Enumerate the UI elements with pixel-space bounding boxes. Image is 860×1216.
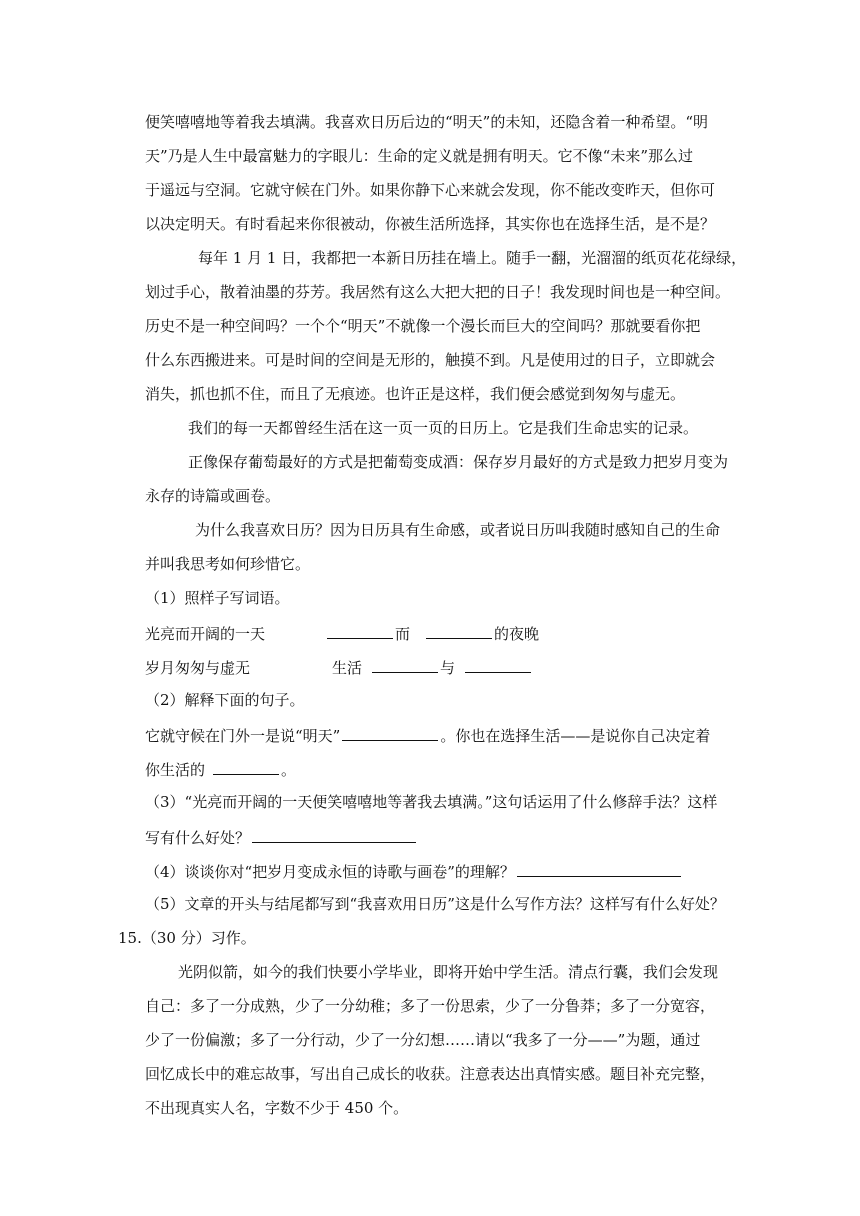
passage-line: 以决定明天。有时看起来你很被动，你被生活所选择，其实你也在选择生活，是不是？ — [145, 215, 716, 233]
question-2-title: （2）解释下面的句子。 — [145, 691, 305, 709]
passage-line: 消失，抓也抓不住，而且了无痕迹。也许正是这样，我们便会感觉到匆匆与虚无。 — [145, 385, 686, 403]
passage-line: 便笑嘻嘻地等着我去填满。我喜欢日历后边的“明天”的未知，还隐含着一种希望。“明 — [145, 113, 709, 131]
question-text: 写有什么好处？ — [145, 829, 251, 847]
example-word: 岁月匆匆与虚无 — [145, 659, 251, 677]
question-3-line-2 — [145, 826, 745, 848]
answer-blank[interactable] — [252, 826, 416, 843]
essay-prompt-line: 光阴似箭，如今的我们快要小学毕业，即将开始中学生活。清点行囊，我们会发现 — [178, 963, 719, 981]
question-1-row-2 — [145, 656, 745, 678]
answer-blank[interactable] — [426, 622, 492, 639]
question-15-heading: 15.（30 分）习作。 — [118, 929, 256, 947]
question-3-line-1: （3）“光亮而开阔的一天便笑嘻嘻地等著我去填满。”这句话运用了什么修辞手法？这样 — [145, 793, 718, 811]
answer-blank[interactable] — [342, 724, 438, 741]
connector-text: 而 — [395, 625, 411, 643]
passage-line: 永存的诗篇或画卷。 — [145, 487, 281, 505]
essay-prompt-line: 少了一份偏激；多了一分行动，少了一分幻想……请以“我多了一分——”为题，通过 — [145, 1031, 701, 1049]
question-text: 你生活的 — [145, 761, 206, 779]
passage-line: 天”乃是人生中最富魅力的字眼儿：生命的定义就是拥有明天。它不像“未来”那么过 — [145, 147, 694, 165]
question-1-row-1 — [145, 622, 745, 644]
passage-line: 为什么我喜欢日历？因为日历具有生命感，或者说日历叫我随时感知自己的生命 — [195, 521, 721, 539]
answer-blank[interactable] — [327, 622, 393, 639]
question-text: （4）谈谈你对“把岁月变成永恒的诗歌与画卷”的理解？ — [145, 863, 515, 881]
answer-blank[interactable] — [517, 860, 681, 877]
passage-line: 划过手心，散着油墨的芬芳。我居然有这么大把大把的日子！我发现时间也是一种空间。 — [145, 283, 731, 301]
passage-line: 正像保存葡萄最好的方式是把葡萄变成酒：保存岁月最好的方式是致力把岁月变为 — [188, 453, 729, 471]
essay-prompt-line: 回忆成长中的难忘故事，写出自己成长的收获。注意表达出真情实感。题目补充完整， — [145, 1065, 716, 1083]
prefix-text: 生活 — [332, 659, 363, 677]
question-text: 它就守候在门外一是说“明天” — [145, 727, 341, 745]
question-text: 。你也在选择生活——是说你自己决定着 — [440, 727, 711, 745]
passage-line: 每年 1 月 1 日，我都把一本新日历挂在墙上。随手一翻，光溜溜的纸页花花绿绿， — [198, 249, 747, 267]
answer-blank[interactable] — [372, 656, 438, 673]
example-word: 光亮而开阔的一天 — [145, 625, 266, 643]
question-text: 。 — [281, 761, 297, 779]
question-2-line-1 — [145, 724, 745, 746]
connector-text: 与 — [440, 659, 456, 677]
question-1-title: （1）照样子写词语。 — [145, 589, 290, 607]
answer-blank[interactable] — [465, 656, 531, 673]
passage-line: 历史不是一种空间吗？一个个“明天”不就像一个漫长而巨大的空间吗？那就要看你把 — [145, 317, 701, 335]
answer-blank[interactable] — [213, 758, 279, 775]
passage-line: 于遥远与空洞。它就守候在门外。如果你静下心来就会发现，你不能改变昨天，但你可 — [145, 181, 716, 199]
passage-line: 我们的每一天都曾经生活在这一页一页的日历上。它是我们生命忠实的记录。 — [188, 419, 699, 437]
suffix-text: 的夜晚 — [494, 625, 540, 643]
question-2-line-2 — [145, 758, 745, 780]
essay-prompt-line: 自己：多了一分成熟，少了一分幼稚；多了一份思索，少了一分鲁莽；多了一分宽容， — [145, 997, 716, 1015]
passage-line: 并叫我思考如何珍惜它。 — [145, 555, 311, 573]
essay-prompt-line: 不出现真实人名，字数不少于 450 个。 — [145, 1099, 409, 1117]
passage-line: 什么东西搬进来。可是时间的空间是无形的，触摸不到。凡是使用过的日子，立即就会 — [145, 351, 716, 369]
question-5: （5）文章的开头与结尾都写到“我喜欢用日历”这是什么写作方法？这样写有什么好处？ — [145, 895, 725, 913]
question-4 — [145, 860, 745, 882]
